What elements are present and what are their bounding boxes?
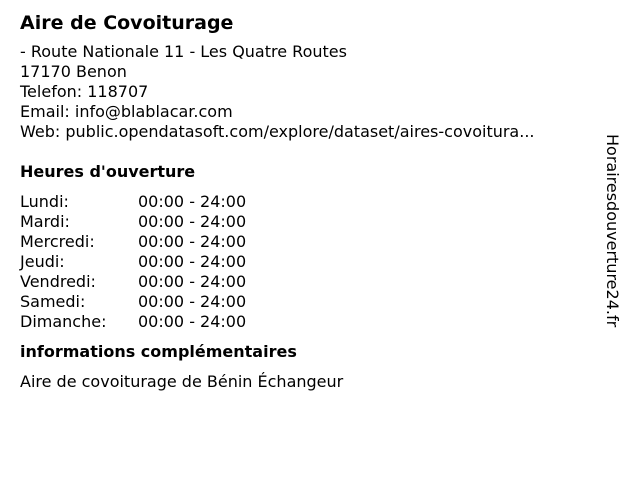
place-card	[20, 10, 600, 392]
hours-table	[20, 192, 246, 332]
day-label: Vendredi:	[20, 272, 96, 291]
day-label: Samedi:	[20, 292, 86, 311]
day-label: Jeudi:	[20, 252, 65, 271]
time-range: 00:00 - 24:00	[138, 272, 247, 291]
hours-row	[20, 232, 246, 252]
time-range: 00:00 - 24:00	[138, 232, 247, 251]
day-label: Mercredi:	[20, 232, 95, 251]
day-label: Dimanche:	[20, 312, 107, 331]
web-line[interactable]: Web: public.opendatasoft.com/explore/dataset/aires-covoitura...	[20, 122, 535, 141]
time-range: 00:00 - 24:00	[138, 292, 247, 311]
place-title: Aire de Covoiturage	[20, 12, 234, 34]
email-line: Email: info@blablacar.com	[20, 102, 233, 121]
site-brand-label: Horairesdouverture24.fr	[603, 134, 622, 328]
hours-heading: Heures d'ouverture	[20, 162, 196, 181]
extra-info-heading: informations complémentaires	[20, 342, 297, 361]
street-line: - Route Nationale 11 - Les Quatre Routes	[20, 42, 347, 61]
address-block	[20, 42, 600, 142]
hours-row	[20, 272, 246, 292]
extra-info-text: Aire de covoiturage de Bénin Échangeur	[20, 372, 344, 391]
hours-row	[20, 212, 246, 232]
phone-line: Telefon: 118707	[20, 82, 149, 101]
time-range: 00:00 - 24:00	[138, 192, 247, 211]
day-label: Lundi:	[20, 192, 69, 211]
hours-row	[20, 192, 246, 212]
postal-city-line: 17170 Benon	[20, 62, 127, 81]
hours-row	[20, 252, 246, 272]
hours-row	[20, 292, 246, 312]
hours-row	[20, 312, 246, 332]
day-label: Mardi:	[20, 212, 70, 231]
time-range: 00:00 - 24:00	[138, 252, 247, 271]
time-range: 00:00 - 24:00	[138, 212, 247, 231]
time-range: 00:00 - 24:00	[138, 312, 247, 331]
